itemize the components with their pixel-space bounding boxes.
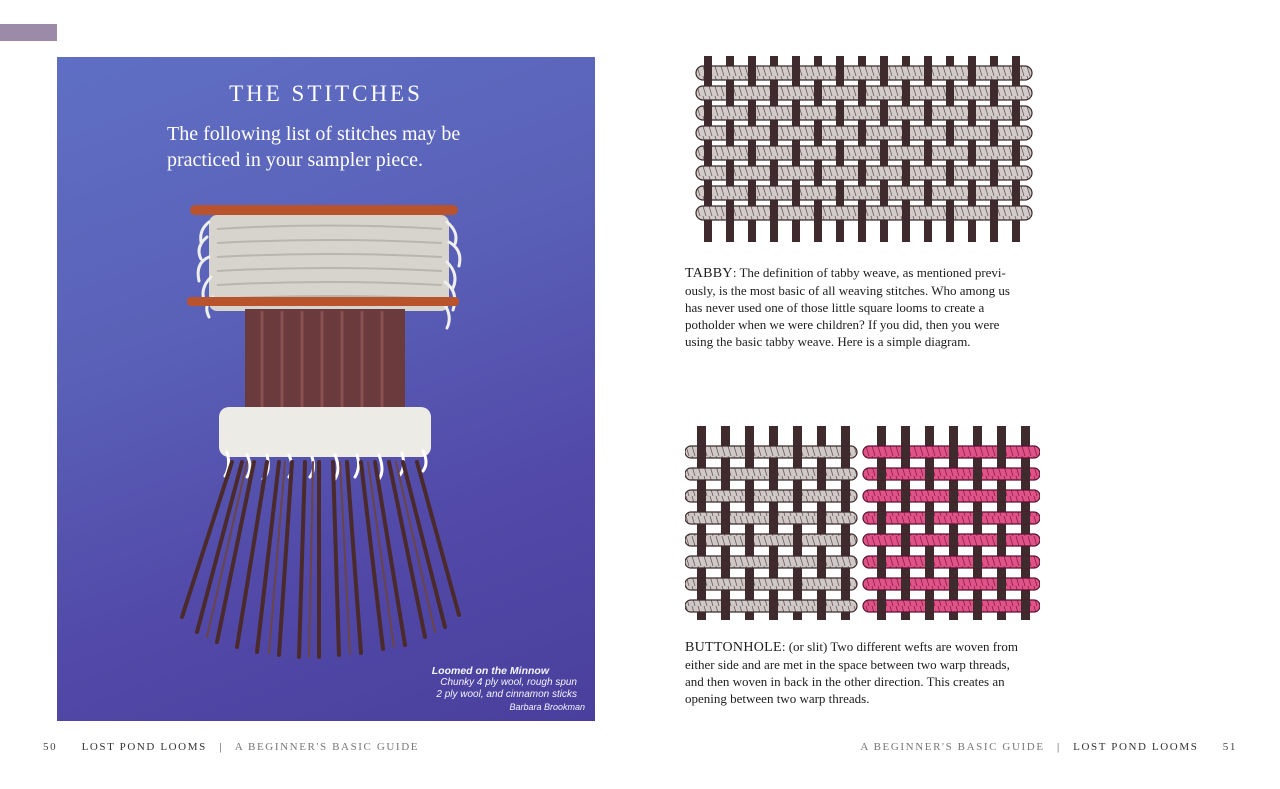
page-number-right: 51 bbox=[1222, 741, 1237, 753]
footer-left bbox=[43, 741, 419, 753]
caption-line-2: 2 ply wool, and cinnamon sticks bbox=[436, 689, 577, 700]
weaving-photo-panel bbox=[57, 57, 595, 721]
intro-text: The following list of stitches may be practiced in your sampler piece. bbox=[167, 123, 461, 171]
footer-guide-left: A BEGINNER'S BASIC GUIDE bbox=[234, 741, 420, 753]
tabby-weave-diagram bbox=[690, 56, 1040, 244]
tabby-term: TABBY bbox=[685, 266, 733, 281]
page-number-left: 50 bbox=[43, 741, 58, 753]
footer-right bbox=[860, 741, 1237, 753]
accent-bar bbox=[0, 24, 57, 41]
buttonhole-text: : (or slit) Two different wefts are woven from either side and are met in the space between two warp threads, and then woven in back in the other direction. This creates an opening between two warp threads. bbox=[685, 639, 1018, 706]
buttonhole-weave-diagram bbox=[685, 426, 1040, 622]
tabby-description bbox=[685, 264, 1030, 350]
photo-caption bbox=[432, 665, 585, 713]
footer-guide-right: A BEGINNER'S BASIC GUIDE bbox=[860, 741, 1045, 753]
tabby-text: : The definition of tabby weave, as mentioned previously, is the most basic of all weaving stitches. Who among us has never used one of those little square looms to create a potholder when we were children? If you did, then you were using the basic tabby weave. Here is a simple diagram. bbox=[685, 265, 1010, 349]
footer-separator-right: | bbox=[1057, 741, 1061, 753]
buttonhole-description bbox=[685, 638, 1030, 707]
footer-separator-left: | bbox=[219, 741, 223, 753]
caption-line-1: Chunky 4 ply wool, rough spun bbox=[440, 677, 577, 688]
buttonhole-term: BUTTONHOLE bbox=[685, 640, 782, 655]
footer-brand-right: LOST POND LOOMS bbox=[1073, 741, 1199, 753]
caption-title: Loomed on the Minnow bbox=[431, 665, 549, 677]
caption-credit: Barbara Brookman bbox=[509, 702, 585, 712]
footer-brand-left: LOST POND LOOMS bbox=[81, 741, 207, 753]
page-title: THE STITCHES bbox=[229, 81, 423, 106]
